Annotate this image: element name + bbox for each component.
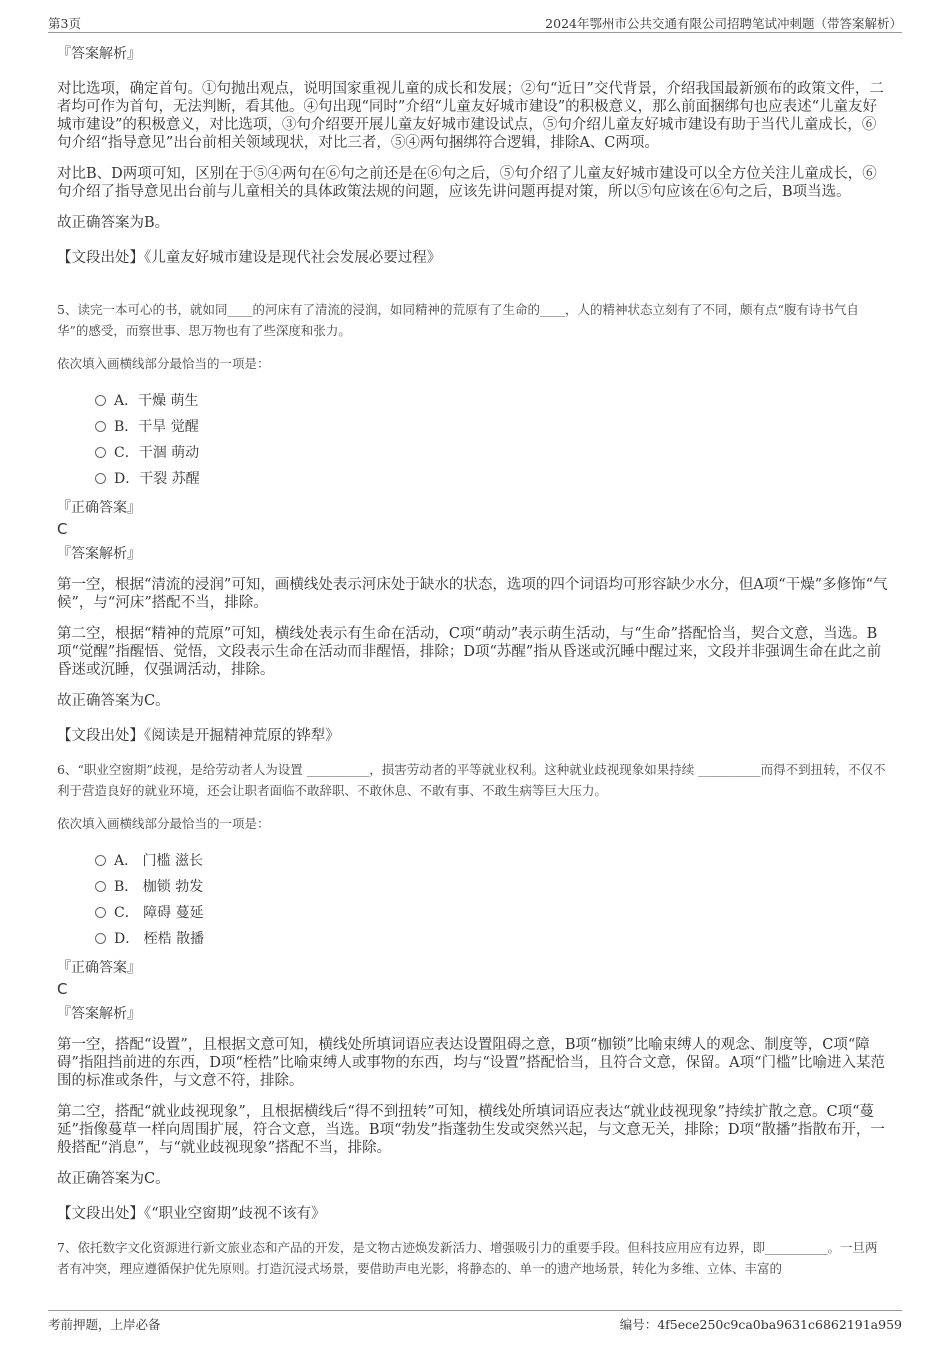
footer-motto: 考前押题，上岸必备 <box>48 1317 161 1332</box>
radio-icon[interactable] <box>95 395 106 406</box>
correct-answer: C <box>57 520 68 538</box>
radio-icon[interactable] <box>95 855 106 866</box>
analysis-paragraph: 第二空，搭配“就业歧视现象”，且根据横线后“得不到扭转”可知，横线处所填词语应表达“就业歧视现象”持续扩散之意。C项“蔓延”指像蔓草一样向周围扩展，符合文意，当选。B项“勃发”指蓬勃生发或突然兴起，与文意无关，排除；D项“散播”指散布开，一般搭配“消息”，与“就业歧视现象”搭配不当，排除。 <box>57 1104 885 1156</box>
option-a[interactable]: A．干燥 萌生 <box>95 388 889 414</box>
option-a[interactable]: A． 门槛 滋长 <box>95 848 889 874</box>
option-d[interactable]: D． 桎梏 散播 <box>95 926 889 952</box>
option-c[interactable]: C．干涸 萌动 <box>95 440 889 466</box>
question-6 <box>57 759 889 1223</box>
correct-answer-label: 『正确答案』 <box>57 960 141 976</box>
option-list <box>95 848 889 952</box>
question-stem: 5、读完一本可心的书，就如同____的河床有了清流的浸润，如同精神的荒原有了生命的____，人的精神状态立刻有了不同，颇有点“腹有诗书气自华”的感受，而察世事、思万物也有了些深度和张力。 <box>57 302 859 338</box>
analysis-paragraph: 第一空，根据“清流的浸润”可知，画横线处表示河床处于缺水的状态，选项的四个词语均可形容缺少水分，但A项“干燥”多修饰“气候”，与“河床”搭配不当，排除。 <box>57 577 888 611</box>
option-b[interactable]: B．干旱 觉醒 <box>95 414 889 440</box>
question-stem: 6、“职业空窗期”歧视，是给劳动者人为设置 __________，损害劳动者的平等就业权利。这种就业歧视现象如果持续 __________而得不到扭转，不仅不利于营造良好的就业环境，还会让职者面临不敢辞职、不敢休息、不敢有事、不敢生病等巨大压力。 <box>57 762 886 798</box>
source-citation: 【文段出处】《阅读是开掘精神荒原的铧犁》 <box>57 728 340 744</box>
answer-conclusion: 故正确答案为B。 <box>57 215 170 231</box>
option-d[interactable]: D．干裂 苏醒 <box>95 466 889 492</box>
analysis-paragraph: 对比选项，确定首句。①句抛出观点，说明国家重视儿童的成长和发展；②句“近日”交代背景，介绍我国最新颁布的政策文件，二者均可作为首句，无法判断，看其他。④句出现“同时”介绍“儿童友好城市建设”的积极意义，那么前面捆绑句也应表述“儿童友好城市建设”的积极意义，对比选项，③句介绍要开展儿童友好城市建设试点，⑤句介绍儿童友好城市建设有助于当代儿童成长，⑥句介绍“指导意见”出台前相关领域现状，对比三者，⑤④两句捆绑符合逻辑，排除A、C两项。 <box>57 81 884 151</box>
document-body <box>57 40 889 1281</box>
document-code: 编号：4f5ece250c9ca0ba9631c6862191a959 <box>619 1317 902 1332</box>
analysis-label: 『答案解析』 <box>57 546 141 562</box>
question-7 <box>57 1237 889 1281</box>
option-c[interactable]: C． 障碍 蔓延 <box>95 900 889 926</box>
correct-answer-label: 『正确答案』 <box>57 500 141 516</box>
correct-answer: C <box>57 980 68 998</box>
answer-conclusion: 故正确答案为C。 <box>57 693 170 709</box>
question-prompt: 依次填入画横线部分最恰当的一项是： <box>57 816 270 831</box>
question-prompt: 依次填入画横线部分最恰当的一项是： <box>57 356 270 371</box>
source-citation: 【文段出处】《儿童友好城市建设是现代社会发展必要过程》 <box>57 250 442 266</box>
question-4-analysis <box>57 44 889 267</box>
radio-icon[interactable] <box>95 447 106 458</box>
analysis-label: 『答案解析』 <box>57 1006 141 1022</box>
page-footer <box>48 1310 902 1333</box>
analysis-paragraph: 对比B、D两项可知，区别在于⑤④两句在⑥句之前还是在⑥句之后，⑤句介绍了儿童友好城市建设可以全方位关注儿童成长，⑥句介绍了指导意见出台前与儿童相关的具体政策法规的问题，应该先讲问题再提对策，所以⑤句应该在⑥句之后，B项当选。 <box>57 166 877 200</box>
document-title: 2024年鄂州市公共交通有限公司招聘笔试冲刺题（带答案解析） <box>545 16 902 31</box>
answer-conclusion: 故正确答案为C。 <box>57 1171 170 1187</box>
analysis-label: 『答案解析』 <box>57 46 141 62</box>
page-header <box>48 12 902 33</box>
question-stem: 7、依托数字文化资源进行新文旅业态和产品的开发，是文物古迹焕发新活力、增强吸引力的重要手段。但科技应用应有边界，即__________。一旦两者有冲突，理应遵循保护优先原则。打造沉浸式场景，要借助声电光影，将静态的、单一的遗产地场景，转化为多维、立体、丰富的 <box>57 1240 878 1276</box>
analysis-paragraph: 第二空，根据“精神的荒原”可知，横线处表示有生命在活动，C项“萌动”表示萌生活动，与“生命”搭配恰当，契合文意，当选。B项“觉醒”指醒悟、觉悟，文段表示生命在活动而非醒悟，排除；D项“苏醒”指从昏迷或沉睡中醒过来，文段并非强调生命在此之前昏迷或沉睡，仅强调活动，排除。 <box>57 626 882 678</box>
radio-icon[interactable] <box>95 421 106 432</box>
radio-icon[interactable] <box>95 907 106 918</box>
radio-icon[interactable] <box>95 933 106 944</box>
option-b[interactable]: B． 枷锁 勃发 <box>95 874 889 900</box>
page-number: 第3页 <box>48 16 81 31</box>
radio-icon[interactable] <box>95 473 106 484</box>
question-5 <box>57 299 889 745</box>
analysis-paragraph: 第一空，搭配“设置”，且根据文意可知，横线处所填词语应表达设置阻碍之意，B项“枷锁”比喻束缚人的观念、制度等，C项“障碍”指阻挡前进的东西，D项“桎梏”比喻束缚人或事物的东西，均与“设置”搭配恰当，且符合文意，保留。A项“门槛”比喻进入某范围的标准或条件，与文意不符，排除。 <box>57 1037 885 1089</box>
source-citation: 【文段出处】《“职业空窗期”歧视不该有》 <box>57 1206 326 1222</box>
radio-icon[interactable] <box>95 881 106 892</box>
option-list <box>95 388 889 492</box>
